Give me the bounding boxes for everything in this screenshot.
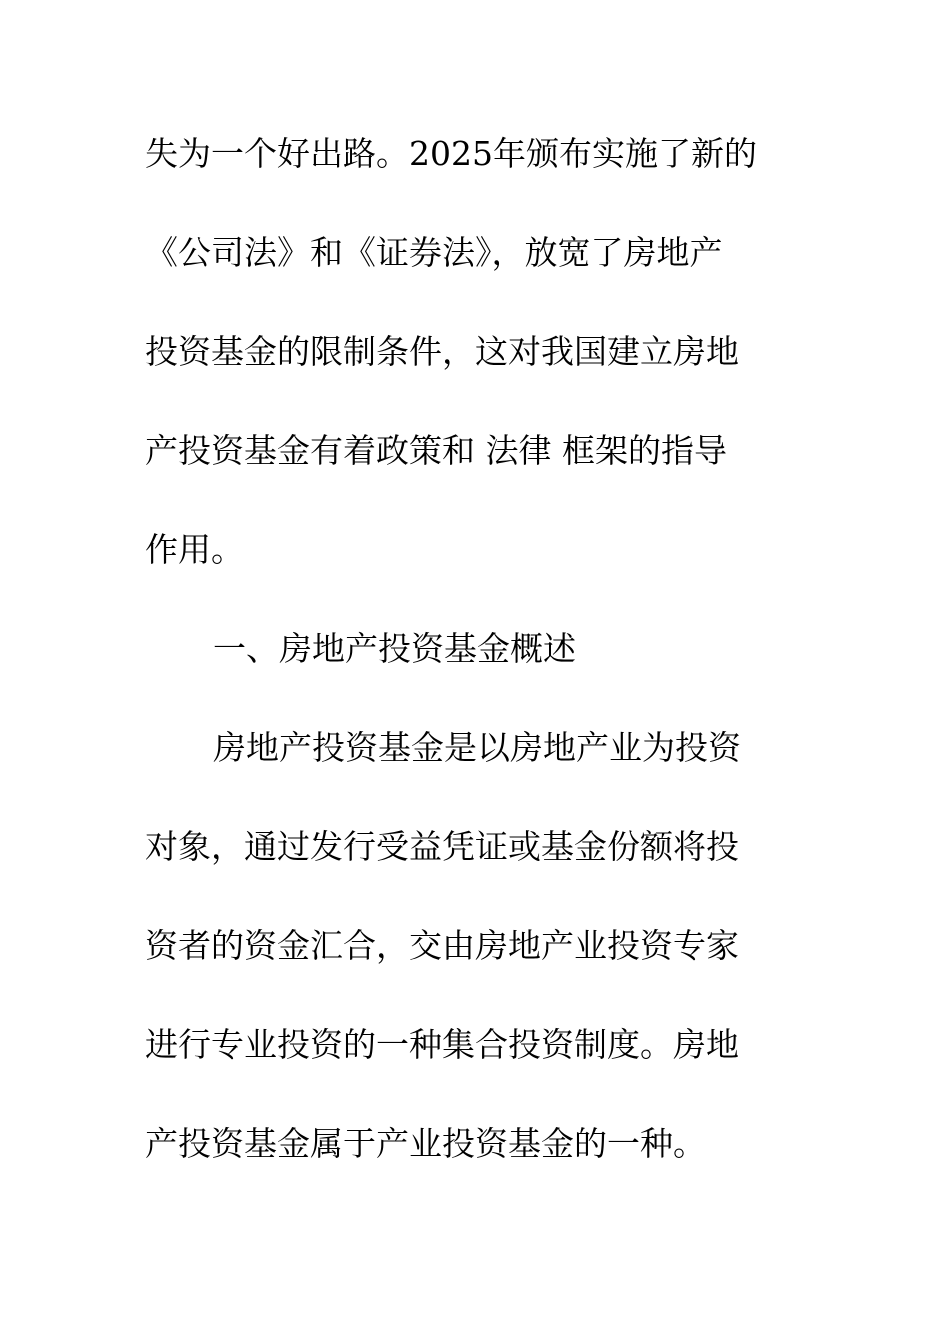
paragraph-line: 进行专业投资的一种集合投资制度。房地: [145, 1025, 739, 1064]
paragraph-line: 《公司法》和《证券法》，放宽了房地产: [145, 233, 723, 272]
paragraph-line: 投资基金的限制条件，这对我国建立房地: [145, 332, 739, 371]
paragraph-line: 对象，通过发行受益凭证或基金份额将投: [145, 827, 739, 866]
paragraph-line: 产投资基金有着政策和 法律 框架的指导: [145, 431, 727, 470]
paragraph-line: 资者的资金汇合，交由房地产业投资专家: [145, 926, 739, 965]
paragraph-line: 房地产投资基金是以房地产业为投资: [213, 728, 741, 767]
paragraph-line: 失为一个好出路。2025年颁布实施了新的: [145, 134, 757, 173]
paragraph-line: 作用。: [145, 530, 244, 569]
paragraph-line: 产投资基金属于产业投资基金的一种。: [145, 1124, 706, 1163]
section-heading: 一、房地产投资基金概述: [213, 629, 576, 668]
